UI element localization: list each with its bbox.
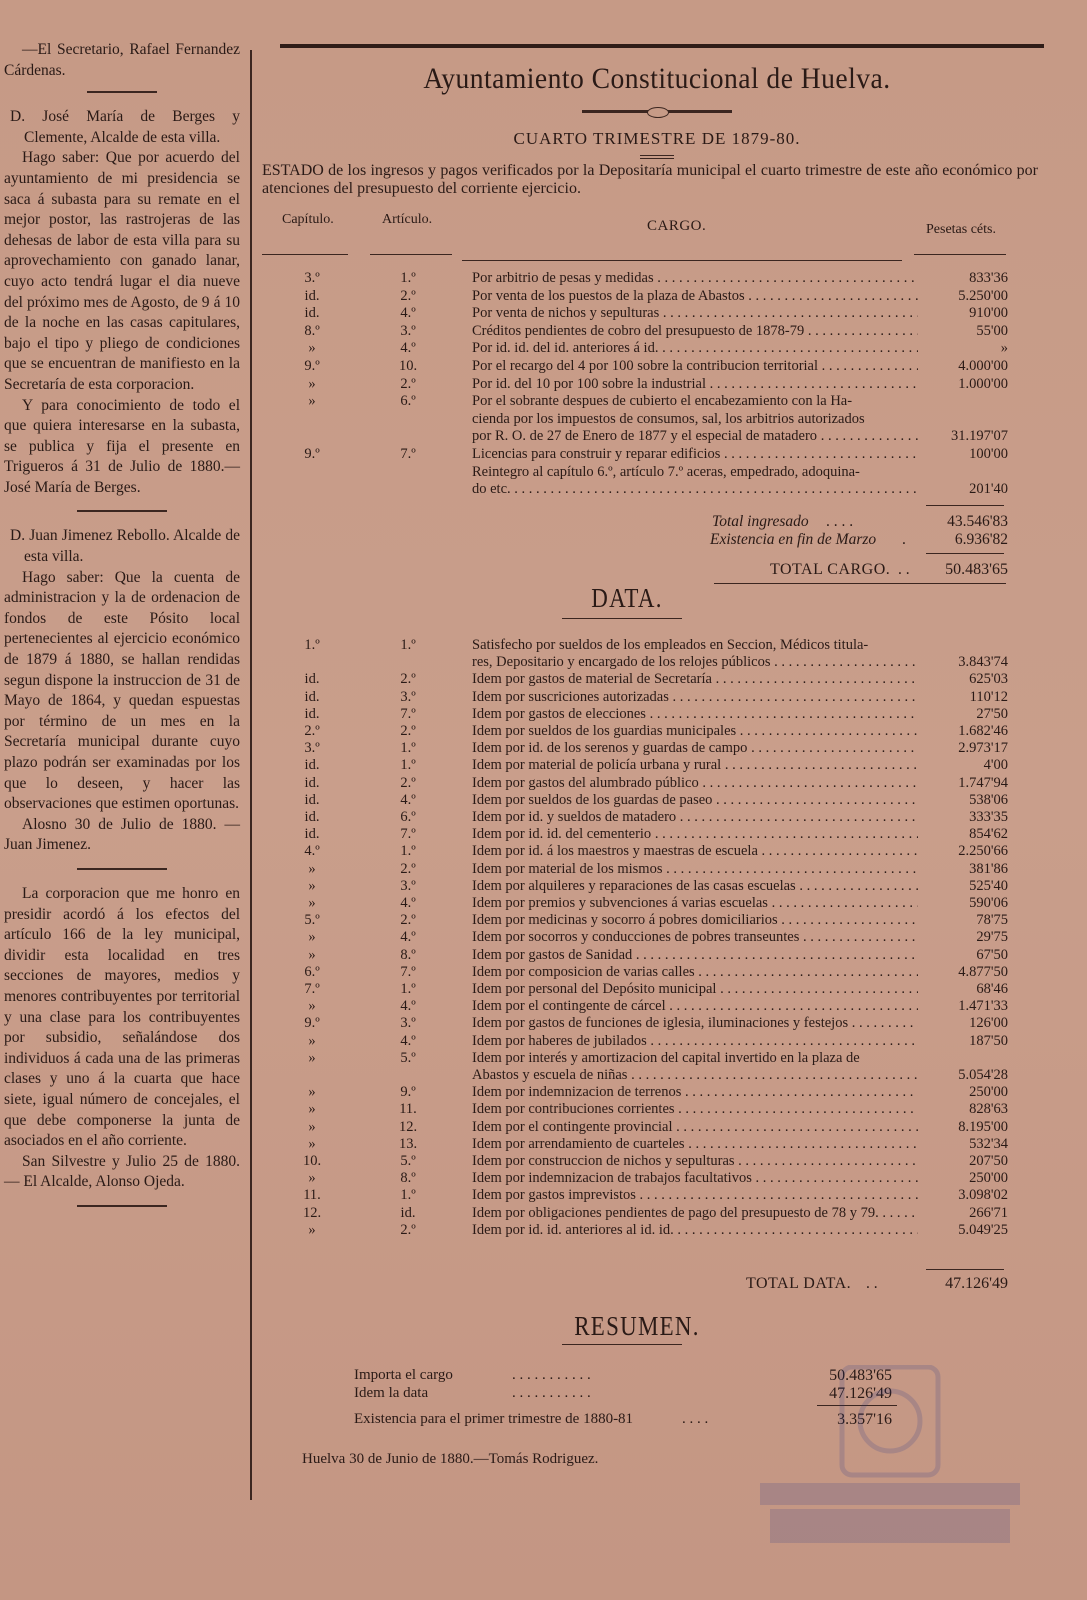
description-cell: Por venta de los puestos de la plaza de Abastos . . . bbox=[472, 288, 918, 304]
articulo-cell: 3.º bbox=[400, 688, 416, 705]
capitulo-cell: id. bbox=[304, 705, 320, 722]
rule bbox=[914, 254, 1006, 255]
cargo_rows-row bbox=[262, 288, 1052, 304]
articulo-cell: 13. bbox=[398, 1135, 418, 1152]
cargo_rows-row bbox=[262, 305, 1052, 321]
description-cell: Idem por gastos de Sanidad . . . bbox=[472, 947, 918, 963]
articulo-cell: 2.º bbox=[400, 860, 416, 877]
data-table bbox=[262, 637, 1052, 1267]
capitulo-cell: » bbox=[308, 1049, 316, 1066]
capitulo-cell: » bbox=[308, 1032, 316, 1049]
description-cell: Idem por obligaciones pendientes de pago del presupuesto de 78 y 79. . . . bbox=[472, 1205, 918, 1221]
articulo-cell: 12. bbox=[398, 1118, 418, 1135]
capitulo-cell: id. bbox=[304, 791, 320, 808]
amount-cell: 27'50 bbox=[976, 705, 1008, 722]
description-cell: Idem por indemnizacion de trabajos facultativos . . . bbox=[472, 1170, 918, 1186]
amount-cell: 100'00 bbox=[969, 446, 1008, 462]
header-articulo: Artículo. bbox=[382, 212, 433, 227]
cargo-totals: Total ingresado . . . . 43.546'83 Existencia en fin de Marzo . 6.936'82 TOTAL CARGO. . . 50.483'65 bbox=[262, 505, 1052, 605]
articulo-cell: 4.º bbox=[400, 895, 416, 911]
capitulo-cell: » bbox=[308, 877, 316, 894]
description-cell: Idem por suscriciones autorizadas . . . bbox=[472, 689, 918, 705]
description-cell: Idem por id. id. anteriores al id. id. . . . bbox=[472, 1222, 918, 1238]
capitulo-cell: 12. bbox=[302, 1204, 322, 1221]
amount-cell: 201'40 bbox=[969, 481, 1008, 498]
total-ingresado-label: Total ingresado bbox=[712, 513, 809, 530]
description-cell: Idem por contribuciones corrientes . . . bbox=[472, 1101, 918, 1117]
articulo-cell: 10. bbox=[398, 358, 418, 374]
capitulo-cell: » bbox=[308, 1101, 316, 1118]
description-cell: Abastos y escuela de niñas . . . bbox=[472, 1067, 918, 1083]
articulo-cell: 4.º bbox=[400, 929, 416, 946]
data_rows-row bbox=[262, 1136, 1052, 1152]
data_rows-row bbox=[262, 947, 1052, 963]
capitulo-cell: » bbox=[308, 340, 316, 357]
description-cell: Idem por id. á los maestros y maestras de escuela . . . bbox=[472, 843, 918, 859]
capitulo-cell: id. bbox=[304, 757, 320, 774]
data_rows-row bbox=[262, 1119, 1052, 1135]
articulo-cell: 6.º bbox=[400, 393, 416, 410]
articulo-cell: 4.º bbox=[400, 791, 416, 808]
amount-cell: 1.747'94 bbox=[958, 774, 1008, 791]
articulo-cell: 2.º bbox=[400, 774, 416, 791]
capitulo-cell: id. bbox=[304, 809, 320, 825]
description-cell: Idem por gastos del alumbrado público . . . bbox=[472, 775, 918, 791]
amount-cell: 187'50 bbox=[969, 1032, 1008, 1049]
capitulo-cell: » bbox=[308, 998, 316, 1015]
amount-cell: 910'00 bbox=[969, 305, 1008, 322]
description-cell: Idem por id. de los serenos y guardas de campo . . . bbox=[472, 740, 918, 756]
articulo-cell: 3.º bbox=[400, 322, 416, 339]
description-cell: Idem por socorros y conducciones de pobres transeuntes . . . bbox=[472, 929, 918, 945]
description-cell: Idem por haberes de jubilados . . . bbox=[472, 1033, 918, 1049]
header-rules bbox=[262, 250, 1052, 262]
articulo-cell: 6.º bbox=[400, 809, 416, 825]
capitulo-cell: » bbox=[308, 393, 316, 410]
subtitle: CUARTO TRIMESTRE DE 1879-80. bbox=[513, 129, 801, 148]
articulo-cell: 4.º bbox=[400, 1032, 416, 1049]
description-cell: Idem por construccion de nichos y sepulturas . . . bbox=[472, 1153, 918, 1169]
articulo-cell: 8.º bbox=[400, 1170, 416, 1187]
total-data-value: 47.126'49 bbox=[945, 1275, 1008, 1292]
existencia-label: Existencia en fin de Marzo bbox=[710, 531, 877, 548]
amount-cell: 55'00 bbox=[976, 322, 1008, 339]
capitulo-cell: 3.º bbox=[304, 270, 320, 286]
capitulo-cell: 4.º bbox=[304, 843, 320, 860]
description-cell: Créditos pendientes de cobro del presupuesto de 1878-79 . . . bbox=[472, 323, 918, 339]
data_rows-row bbox=[262, 1170, 1052, 1186]
description-cell: Por id. del 10 por 100 sobre la industrial . . . bbox=[472, 376, 918, 392]
articulo-cell: 1.º bbox=[400, 843, 416, 860]
articulo-cell: 4.º bbox=[400, 340, 416, 357]
capitulo-cell: 1.º bbox=[304, 637, 320, 653]
amount-cell: 1.682'46 bbox=[958, 723, 1008, 739]
cargo_rows-row bbox=[262, 393, 1052, 409]
description-cell: Idem por sueldos de los guardias municipales . . . bbox=[472, 723, 918, 739]
resumen-heading: RESUMEN. bbox=[574, 1311, 700, 1341]
description-cell: Idem por interés y amortizacion del capital invertido en la plaza de bbox=[472, 1049, 860, 1066]
amount-cell: 4.877'50 bbox=[958, 963, 1008, 980]
left-paragraph-6: Hago saber: Que la cuenta de administracion y la de ordenacion de fondos de este Pósito local pertenecientes al ejercicio económico de 1879 á 1880, se hallan rendidas segun dispone la instruccion de 31 de Mayo de 1864, y quedan espuestas por término de un mes en la Secretaría municipal durante cuyo plazo podrán ser examinadas por los que lo deseen, y hacer las observaciones que estimen oportunas. bbox=[4, 568, 240, 813]
capitulo-cell: » bbox=[308, 929, 316, 946]
amount-cell: 4'00 bbox=[983, 757, 1008, 774]
resumen-cargo-label: Importa el cargo bbox=[354, 1367, 453, 1383]
rule bbox=[562, 618, 682, 619]
cargo-table bbox=[262, 270, 1052, 505]
resumen-data-value: 47.126'49 bbox=[829, 1385, 892, 1402]
amount-cell: 5.054'28 bbox=[958, 1067, 1008, 1083]
description-cell: Idem por alquileres y reparaciones de las casas escuelas . . . bbox=[472, 878, 918, 894]
data_rows-row bbox=[262, 1205, 1052, 1221]
description-cell: Por el recargo del 4 por 100 sobre la contribucion territorial . . . bbox=[472, 358, 918, 374]
resumen-data-label: Idem la data bbox=[354, 1385, 429, 1401]
cargo_rows-row bbox=[262, 340, 1052, 356]
amount-cell: 29'75 bbox=[976, 929, 1008, 946]
description-cell: Idem por id. id. del cementerio . . . bbox=[472, 826, 918, 842]
description-cell: Idem por id. y sueldos de matadero . . . bbox=[472, 809, 918, 825]
header-capitulo: Capítulo. bbox=[282, 212, 334, 227]
data_rows-row bbox=[262, 826, 1052, 842]
separator bbox=[77, 1205, 167, 1207]
amount-cell: 333'35 bbox=[969, 809, 1008, 825]
cargo_rows-row bbox=[262, 428, 1052, 444]
description-cell: Por id. id. del id. anteriores á id. . . . bbox=[472, 340, 918, 356]
amount-cell: 381'86 bbox=[969, 860, 1008, 877]
articulo-cell: 5.º bbox=[400, 1153, 416, 1169]
capitulo-cell: » bbox=[308, 860, 316, 877]
total-data-label: TOTAL DATA. bbox=[746, 1275, 852, 1292]
capitulo-cell: 6.º bbox=[304, 963, 320, 980]
data_rows-row bbox=[262, 757, 1052, 773]
data_rows-row bbox=[262, 895, 1052, 911]
data_rows-row bbox=[262, 1084, 1052, 1100]
capitulo-cell: » bbox=[308, 1221, 316, 1238]
articulo-cell: 2.º bbox=[400, 287, 416, 304]
data_rows-row bbox=[262, 843, 1052, 859]
sum-rule bbox=[926, 505, 1004, 506]
header-pesetas: Pesetas céts. bbox=[926, 222, 996, 237]
column-headers bbox=[262, 210, 1052, 250]
capitulo-cell: 8.º bbox=[304, 322, 320, 339]
amount-cell: 3.843'74 bbox=[958, 654, 1008, 671]
capitulo-cell: 10. bbox=[302, 1153, 322, 1169]
data-heading: DATA. bbox=[591, 583, 663, 613]
amount-cell: 207'50 bbox=[969, 1153, 1008, 1169]
main-section bbox=[262, 44, 1052, 1468]
description-cell: Idem por indemnizacion de terrenos . . . bbox=[472, 1084, 918, 1100]
amount-cell: 4.000'00 bbox=[958, 358, 1008, 374]
description-cell: por R. O. de 27 de Enero de 1877 y el especial de matadero . . . bbox=[472, 428, 918, 444]
data_rows-row bbox=[262, 1222, 1052, 1238]
articulo-cell: 4.º bbox=[400, 998, 416, 1015]
amount-cell: 833'36 bbox=[969, 270, 1008, 286]
amount-cell: 854'62 bbox=[969, 826, 1008, 843]
description-cell: Idem por gastos imprevistos . . . bbox=[472, 1187, 918, 1203]
description-cell: Idem por material de policía urbana y rural . . . bbox=[472, 757, 918, 773]
articulo-cell: 7.º bbox=[400, 446, 416, 462]
footer-signature: Huelva 30 de Junio de 1880.—Tomás Rodriguez. bbox=[302, 1451, 599, 1467]
capitulo-cell: 3.º bbox=[304, 740, 320, 757]
articulo-cell: 3.º bbox=[400, 1015, 416, 1032]
capitulo-cell: id. bbox=[304, 305, 320, 322]
description-cell: Idem por arrendamiento de cuarteles . . . bbox=[472, 1136, 918, 1152]
separator bbox=[87, 91, 157, 93]
data_rows-row bbox=[262, 1153, 1052, 1169]
data_rows-row bbox=[262, 809, 1052, 825]
data_rows-row bbox=[262, 706, 1052, 722]
resumen: Importa el cargo . . . . . . . . . . . 50.483'65 Idem la data . . . . . . . . . . . 47.126'49 Existencia para el primer trimestre de 1880-81 . . . . 3.357'16 bbox=[262, 1345, 1052, 1445]
data_rows-row bbox=[262, 689, 1052, 705]
description-cell: res, Depositario y encargado de los relojes públicos . . . bbox=[472, 654, 918, 670]
description-cell: Idem por sueldos de los guardas de paseo . . . bbox=[472, 792, 918, 808]
library-stamp-logo bbox=[760, 1365, 1020, 1545]
description-cell: Licencias para construir y reparar edificios . . . bbox=[472, 446, 918, 462]
capitulo-cell: 9.º bbox=[304, 1015, 320, 1032]
capitulo-cell: » bbox=[308, 375, 316, 392]
description-cell: Idem por premios y subvenciones á varias escuelas . . . bbox=[472, 895, 918, 911]
data_rows-row bbox=[262, 878, 1052, 894]
description-cell: cienda por los impuestos de consumos, sal, los arbitrios autorizados bbox=[472, 410, 865, 427]
articulo-cell: 2.º bbox=[400, 723, 416, 739]
description-cell: Por el sobrante despues de cubierto el encabezamiento con la Ha- bbox=[472, 393, 853, 410]
left-paragraph-3: Hago saber: Que por acuerdo del ayuntamiento de mi presidencia se saca á subasta para su remate en el mejor postor, las rastrojeras de las dehesas de labor de esta villa para su aprovechamiento con ganado lanar, cuyo acto tendrá lugar el dia nueve del próximo mes de Agosto, de 9 á 10 de la noche en las casas capitulares, bajo el tipo y pliego de condiciones que se encuentran de manifiesto en la Secretaría de esta corporacion. bbox=[4, 149, 240, 393]
cargo_rows-row bbox=[262, 481, 1052, 497]
description-cell: Idem por el contingente provincial . . . bbox=[472, 1119, 918, 1135]
description-cell: Idem por medicinas y socorro á pobres domiciliarios . . . bbox=[472, 912, 918, 928]
left-paragraph-1: —El Secretario, Rafael Fernandez Cárdenas. bbox=[4, 41, 240, 79]
data_rows-row bbox=[262, 740, 1052, 756]
description-cell: Idem por gastos de material de Secretaría . . . bbox=[472, 671, 918, 687]
capitulo-cell: id. bbox=[304, 826, 320, 843]
amount-cell: 5.250'00 bbox=[958, 287, 1008, 304]
data_rows-row bbox=[262, 671, 1052, 687]
amount-cell: 8.195'00 bbox=[958, 1118, 1008, 1135]
data_rows-row bbox=[262, 1050, 1052, 1066]
amount-cell: 2.250'66 bbox=[958, 843, 1008, 860]
left-column bbox=[4, 40, 240, 1221]
description-cell: Idem por composicion de varias calles . . . bbox=[472, 964, 918, 980]
total-ingresado-value: 43.546'83 bbox=[947, 513, 1008, 530]
data_rows-row bbox=[262, 981, 1052, 997]
amount-cell: 532'34 bbox=[969, 1135, 1008, 1152]
divider bbox=[640, 155, 674, 156]
header-cargo: CARGO. bbox=[647, 218, 707, 234]
total-cargo-value: 50.483'65 bbox=[945, 561, 1008, 578]
capitulo-cell: 7.º bbox=[304, 981, 320, 997]
articulo-cell: 2.º bbox=[400, 912, 416, 929]
amount-cell: 5.049'25 bbox=[958, 1221, 1008, 1238]
sum-rule bbox=[926, 1269, 1004, 1270]
description-cell: Reintegro al capítulo 6.º, artículo 7.º aceras, empedrado, adoquina- bbox=[472, 463, 860, 480]
data_rows-row bbox=[262, 723, 1052, 739]
capitulo-cell: » bbox=[308, 946, 316, 963]
amount-cell: 110'12 bbox=[969, 688, 1008, 705]
capitulo-cell: » bbox=[308, 1084, 316, 1101]
data_rows-row bbox=[262, 637, 1052, 653]
capitulo-cell: 5.º bbox=[304, 912, 320, 929]
capitulo-cell: » bbox=[308, 1170, 316, 1187]
left-paragraph-2: D. José María de Berges y Clemente, Alcalde de esta villa. bbox=[10, 108, 240, 146]
capitulo-cell: id. bbox=[304, 774, 320, 791]
cargo_rows-row bbox=[262, 358, 1052, 374]
capitulo-cell: » bbox=[308, 1135, 316, 1152]
resumen-existencia-value: 3.357'16 bbox=[837, 1411, 892, 1428]
amount-cell: 67'50 bbox=[976, 946, 1008, 963]
rule bbox=[462, 260, 902, 261]
articulo-cell: 1.º bbox=[400, 740, 416, 757]
amount-cell: 250'00 bbox=[969, 1170, 1008, 1187]
amount-cell: 590'06 bbox=[969, 895, 1008, 911]
articulo-cell: 1.º bbox=[400, 757, 416, 774]
cargo_rows-row bbox=[262, 323, 1052, 339]
top-rule bbox=[280, 44, 1044, 48]
description-cell: Satisfecho por sueldos de los empleados en Seccion, Médicos titula- bbox=[472, 637, 869, 653]
amount-cell: 68'46 bbox=[976, 981, 1008, 997]
articulo-cell: 7.º bbox=[400, 705, 416, 722]
amount-cell: 31.197'07 bbox=[951, 428, 1008, 445]
data_rows-row bbox=[262, 1067, 1052, 1083]
amount-cell: 266'71 bbox=[969, 1204, 1008, 1221]
description-cell: Idem por gastos de elecciones . . . bbox=[472, 706, 918, 722]
amount-cell: » bbox=[1000, 340, 1008, 357]
data_rows-row bbox=[262, 775, 1052, 791]
amount-cell: 828'63 bbox=[969, 1101, 1008, 1118]
amount-cell: 525'40 bbox=[969, 877, 1008, 894]
capitulo-cell: 11. bbox=[303, 1187, 321, 1204]
data_rows-row bbox=[262, 929, 1052, 945]
separator bbox=[77, 868, 167, 870]
resumen-cargo-value: 50.483'65 bbox=[829, 1367, 892, 1384]
rule bbox=[262, 254, 348, 255]
capitulo-cell: 9.º bbox=[304, 358, 320, 374]
column-divider bbox=[250, 50, 252, 1500]
left-paragraph-7: Alosno 30 de Julio de 1880. —Juan Jimenez. bbox=[4, 815, 240, 854]
articulo-cell: 8.º bbox=[400, 946, 416, 963]
sum-rule bbox=[926, 553, 1004, 554]
articulo-cell: 7.º bbox=[400, 826, 416, 843]
left-paragraph-9: San Silvestre y Julio 25 de 1880. — El Alcalde, Alonso Ojeda. bbox=[4, 1152, 240, 1191]
data_rows-row bbox=[262, 912, 1052, 928]
articulo-cell: 5.º bbox=[400, 1049, 416, 1066]
data-total: TOTAL DATA. . . 47.126'49 bbox=[262, 1267, 1052, 1307]
separator bbox=[77, 510, 167, 512]
articulo-cell: 1.º bbox=[400, 270, 416, 286]
capitulo-cell: id. bbox=[304, 688, 320, 705]
amount-cell: 3.098'02 bbox=[958, 1187, 1008, 1204]
description-cell: Por venta de nichos y sepulturas . . . bbox=[472, 305, 918, 321]
amount-cell: 250'00 bbox=[969, 1084, 1008, 1101]
articulo-cell: 4.º bbox=[400, 305, 416, 322]
data_rows-row bbox=[262, 654, 1052, 670]
page-title: Ayuntamiento Constitucional de Huelva. bbox=[423, 62, 891, 95]
cargo_rows-row bbox=[262, 446, 1052, 462]
left-paragraph-5: D. Juan Jimenez Rebollo. Alcalde de esta villa. bbox=[10, 527, 240, 566]
capitulo-cell: id. bbox=[304, 671, 320, 688]
amount-cell: 2.973'17 bbox=[958, 740, 1008, 757]
data_rows-row bbox=[262, 1033, 1052, 1049]
capitulo-cell: 2.º bbox=[304, 723, 320, 739]
articulo-cell: id. bbox=[400, 1204, 416, 1221]
existencia-value: 6.936'82 bbox=[954, 531, 1008, 548]
articulo-cell: 3.º bbox=[400, 877, 416, 894]
description-cell: do etc. . . . bbox=[472, 481, 918, 497]
capitulo-cell: » bbox=[308, 1118, 316, 1135]
rule bbox=[370, 254, 452, 255]
left-paragraph-4: Y para conocimiento de todo el que quiera interesarse en la subasta, se publica y fija el presente en Trigueros á 31 de Julio de 1880.—José María de Berges. bbox=[4, 396, 240, 496]
amount-cell: 1.471'33 bbox=[958, 998, 1008, 1015]
amount-cell: 78'75 bbox=[976, 912, 1008, 929]
data_rows-row bbox=[262, 1187, 1052, 1203]
data_rows-row bbox=[262, 1101, 1052, 1117]
articulo-cell: 2.º bbox=[400, 671, 416, 688]
total-cargo-label: TOTAL CARGO. bbox=[770, 561, 891, 578]
data_rows-row bbox=[262, 792, 1052, 808]
description-cell: Idem por material de los mismos . . . bbox=[472, 861, 918, 877]
articulo-cell: 7.º bbox=[400, 963, 416, 980]
articulo-cell: 2.º bbox=[400, 1221, 416, 1238]
ornament bbox=[582, 110, 732, 113]
articulo-cell: 1.º bbox=[400, 1187, 416, 1204]
resumen-existencia-label: Existencia para el primer trimestre de 1880-81 bbox=[354, 1411, 634, 1427]
capitulo-cell: 9.º bbox=[304, 446, 320, 462]
cargo_rows-row bbox=[262, 376, 1052, 392]
description-cell: Por arbitrio de pesas y medidas . . . bbox=[472, 270, 918, 286]
data_rows-row bbox=[262, 964, 1052, 980]
description-cell: Idem por gastos de funciones de iglesia, iluminaciones y festejos . . . bbox=[472, 1015, 918, 1031]
amount-cell: 126'00 bbox=[969, 1015, 1008, 1032]
cargo_rows-row bbox=[262, 270, 1052, 286]
data_rows-row bbox=[262, 861, 1052, 877]
articulo-cell: 2.º bbox=[400, 375, 416, 392]
cargo_rows-row bbox=[262, 411, 1052, 427]
articulo-cell: 9.º bbox=[400, 1084, 416, 1101]
capitulo-cell: id. bbox=[304, 287, 320, 304]
articulo-cell: 1.º bbox=[400, 637, 416, 653]
cargo_rows-row bbox=[262, 464, 1052, 480]
description-cell: Idem por el contingente de cárcel . . . bbox=[472, 998, 918, 1014]
capitulo-cell: » bbox=[308, 895, 316, 911]
description-cell: Idem por personal del Depósito municipal . . . bbox=[472, 981, 918, 997]
amount-cell: 625'03 bbox=[969, 671, 1008, 688]
data_rows-row bbox=[262, 1015, 1052, 1031]
articulo-cell: 11. bbox=[399, 1101, 417, 1118]
articulo-cell: 1.º bbox=[400, 981, 416, 997]
intro-text: ESTADO de los ingresos y pagos verificados por la Depositaría municipal el cuarto trimestre de este año económico por atenciones del presupuesto del corriente ejercicio. bbox=[262, 162, 1038, 197]
amount-cell: 1.000'00 bbox=[958, 375, 1008, 392]
amount-cell: 538'06 bbox=[969, 791, 1008, 808]
data_rows-row bbox=[262, 998, 1052, 1014]
left-paragraph-8: La corporacion que me honro en presidir acordó á los efectos del artículo 166 de la ley municipal, dividir esta localidad en tres secciones de mayores, medios y menores contribuyentes por territorial y una clase para los contribuyentes por subsidio, señalándose dos individuos á cada una de las primeras clases y uno á la cuarta que hace siete, igual número de concejales, el que debe componerse la junta de asociados en el año corriente. bbox=[4, 884, 240, 1150]
